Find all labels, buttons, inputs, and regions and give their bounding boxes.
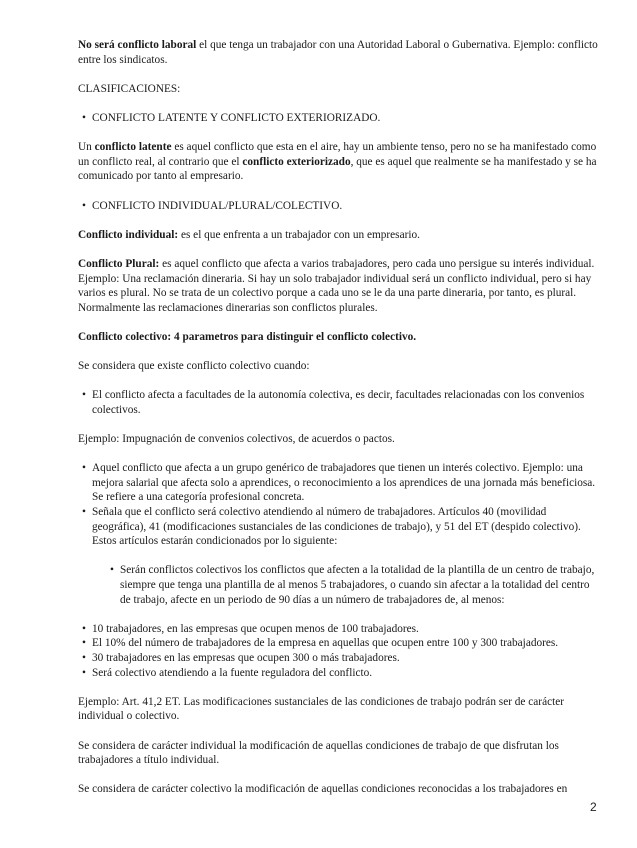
- paragraph-ejemplo-impugnacion: Ejemplo: Impugnación de convenios colectivos, de acuerdos o pactos.: [78, 433, 395, 446]
- bullet-icon: •: [82, 111, 86, 124]
- list-numero-trabajadores: [78, 622, 598, 680]
- paragraph-caracter-individual: Se considera de carácter individual la modificación de aquellas condiciones de trabajo de que disfrutan los trabajadores a título individual.: [78, 739, 559, 767]
- list-item: • Señala que el conflicto será colectivo atendiendo al número de trabajadores. Artículos 40 (movilidad geográfica), 41 (modificaciones sustanciales de las condiciones de trabajo), y 51 del ET (despido colectivo). Estos artículos estarán condicionados por lo siguiente:: [82, 506, 581, 548]
- list-item: • Será colectivo atendiendo a la fuente reguladora del conflicto.: [82, 666, 373, 679]
- sublist-totalidad-plantilla: [78, 563, 598, 607]
- bullet-icon: •: [82, 462, 86, 475]
- paragraph-ejemplo-art41: Ejemplo: Art. 41,2 ET. Las modificaciones sustanciales de las condiciones de trabajo podrán ser de carácter individual o colectivo.: [78, 695, 565, 723]
- list-item: • 30 trabajadores en las empresas que ocupen 300 o más trabajadores.: [82, 651, 400, 664]
- paragraph-conflicto-individual: Conflicto individual: es el que enfrenta a un trabajador con un empresario.: [78, 228, 420, 241]
- paragraph-no-conflicto: No será conflicto laboral el que tenga un trabajador con una Autoridad Laboral o Gubernativa. Ejemplo: conflicto entre los sindicatos.: [78, 39, 598, 66]
- list-autonomia: [78, 388, 598, 417]
- paragraph-conflicto-plural: Conflicto Plural: es aquel conflicto que afecta a varios trabajadores, pero cada uno persigue su interés individual. Ejemplo: Una reclamación dineraria. Si hay un solo trabajador individual será un conflicto individual, pero si hay varios es plural. No se trata de un colectivo porque a cada uno se le da una parte dineraria, por tanto, es plural. Normalmente las reclamaciones dinerarias son conflictos plurales.: [78, 257, 595, 314]
- bullet-icon: •: [110, 564, 114, 577]
- list-item: • El conflicto afecta a facultades de la autonomía colectiva, es decir, facultades relacionadas con los convenios colectivos.: [82, 389, 585, 416]
- paragraph-se-considera: Se considera que existe conflicto colectivo cuando:: [78, 360, 310, 373]
- list-item: • Serán conflictos colectivos los conflictos que afecten a la totalidad de la plantilla de un centro de trabajo, siempre que tenga una plantilla de al menos 5 trabajadores, o cuando sin afectar a la totalidad del centro de trabajo, afecte en un periodo de 90 días a un número de trabajadores de, al menos:: [110, 564, 595, 606]
- paragraph-conflicto-latente: Un conflicto latente es aquel conflicto que esta en el aire, hay un ambiente tenso, pero no se ha manifestado como un conflicto real, al contrario que el conflicto exteriorizado, que es aquel que realmente se ha manifestado y se ha comunicado por tanto al empresario.: [78, 141, 597, 183]
- paragraph-caracter-colectivo: Se considera de carácter colectivo la modificación de aquellas condiciones reconocidas a los trabajadores en: [78, 783, 568, 796]
- bullet-individual-plural-colectivo: • CONFLICTO INDIVIDUAL/PLURAL/COLECTIVO.: [82, 199, 343, 212]
- list-item: • El 10% del número de trabajadores de la empresa en aquellas que ocupen entre 100 y 300 trabajadores.: [82, 637, 559, 650]
- bullet-icon: •: [82, 637, 86, 650]
- bullet-icon: •: [82, 622, 86, 635]
- list-grupo-generico: [78, 461, 598, 549]
- bullet-latente-exteriorizado: • CONFLICTO LATENTE Y CONFLICTO EXTERIORIZADO.: [82, 111, 381, 124]
- page-number: 2: [590, 800, 597, 814]
- bullet-icon: •: [82, 389, 86, 402]
- list-item: • 10 trabajadores, en las empresas que ocupen menos de 100 trabajadores.: [82, 622, 419, 635]
- bullet-icon: •: [82, 506, 86, 518]
- document-body: [78, 38, 598, 797]
- paragraph-conflicto-colectivo-heading: Conflicto colectivo: 4 parametros para distinguir el conflicto colectivo.: [78, 330, 417, 343]
- heading-clasificaciones: CLASIFICACIONES:: [78, 82, 181, 95]
- bullet-icon: •: [82, 199, 86, 212]
- list-item: • Aquel conflicto que afecta a un grupo genérico de trabajadores que tienen un interés colectivo. Ejemplo: una mejora salarial que afecta solo a aprendices, o reconocimiento a los aprendices de una jornada más beneficiosa. Se refiere a una categoría profesional concreta.: [82, 462, 596, 504]
- bullet-icon: •: [82, 651, 86, 664]
- bullet-icon: •: [82, 666, 86, 679]
